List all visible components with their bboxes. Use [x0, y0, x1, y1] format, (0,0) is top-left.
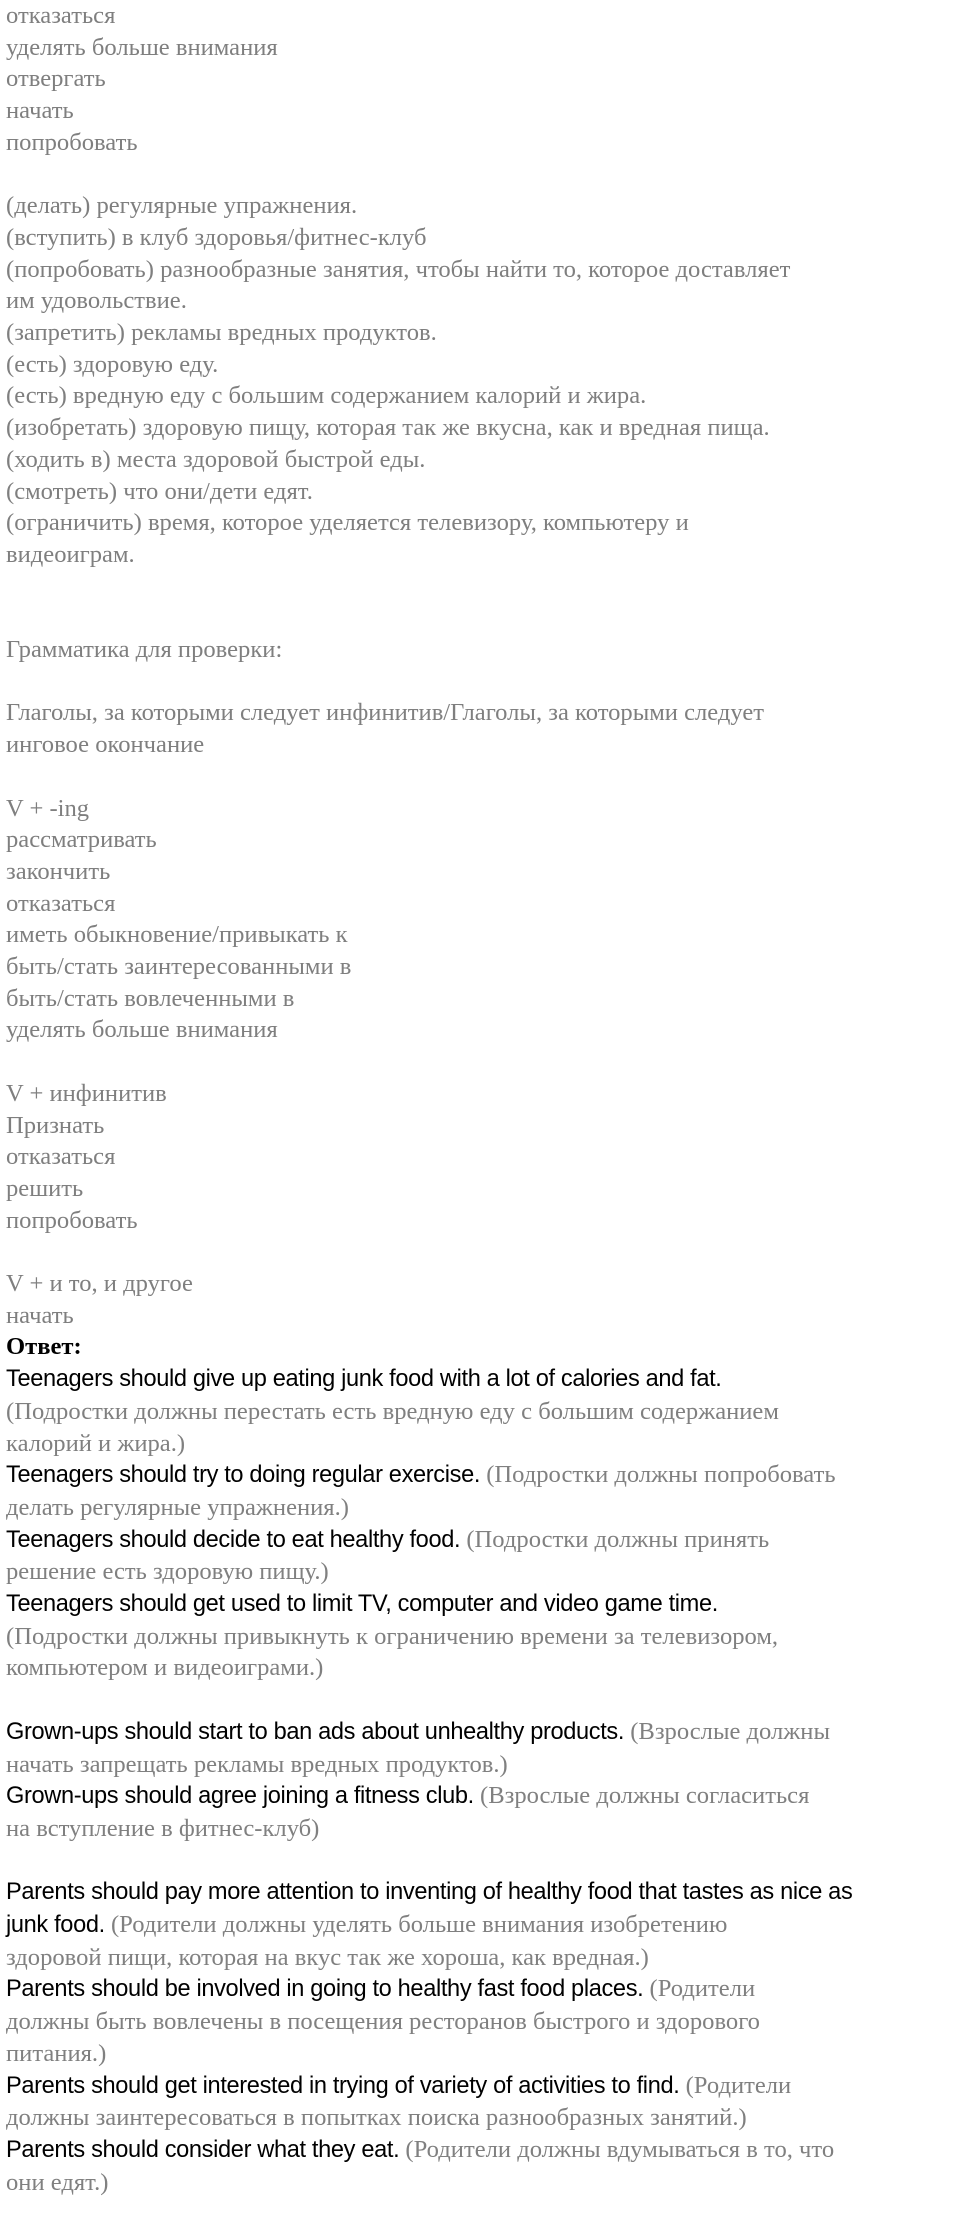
answer-line	[6, 1524, 954, 1557]
answer-line	[6, 1621, 954, 1653]
intro-word: отказаться	[6, 2, 116, 29]
answer-line	[6, 1749, 954, 1781]
answer-line	[6, 2134, 954, 2167]
answer-section	[6, 1331, 954, 2198]
answer-line	[6, 1813, 954, 1845]
answer-line	[6, 1876, 954, 1909]
intro-word-list	[6, 0, 954, 159]
answer-heading: Ответ:	[6, 1333, 82, 1361]
spacer	[6, 1684, 954, 1716]
infinitive-verb: отказаться	[6, 1143, 116, 1171]
answer-english: Teenagers should get used to limit TV, computer and video game time.	[6, 1591, 718, 1618]
answer-english: Grown-ups should start to ban ads about unhealthy products.	[6, 1718, 625, 1745]
answer-english: Parents should consider what they eat.	[6, 2136, 400, 2163]
spacer	[6, 571, 954, 603]
answer-translation: решение есть здоровую пищу.)	[6, 1558, 329, 1586]
spacer	[6, 1046, 954, 1078]
answer-translation: (Подростки должны принять	[460, 1525, 770, 1553]
action-line: (есть) здоровую еду.	[6, 350, 219, 378]
grammar-subtitle: инговое окончание	[6, 731, 205, 759]
ing-verb: быть/стать заинтересованными в	[6, 953, 352, 981]
both-heading: V + и то, и другое	[6, 1270, 193, 1298]
answer-line	[6, 1363, 954, 1396]
spacer	[6, 159, 954, 191]
ing-verb: иметь обыкновение/привыкать к	[6, 921, 348, 949]
answer-english: Parents should pay more attention to inventing of healthy food that tastes as nice as	[6, 1879, 853, 1906]
ing-verb: рассматривать	[6, 826, 157, 854]
answer-line	[6, 1973, 954, 2006]
ing-verb: отказаться	[6, 889, 116, 917]
action-line: (ограничить) время, которое уделяется телевизору, компьютеру и	[6, 509, 689, 537]
answer-translation: компьютером и видеоиграми.)	[6, 1654, 324, 1682]
ing-verb: уделять больше внимания	[6, 1016, 278, 1044]
answer-translation: (Родители	[679, 2071, 792, 2099]
grammar-title: Грамматика для проверки:	[6, 636, 283, 664]
grammar-subtitle: Глаголы, за которыми следует инфинитив/Глаголы, за которыми следует	[6, 699, 765, 727]
answer-line	[6, 2006, 954, 2038]
answer-translation: (Родители	[643, 1975, 756, 2003]
action-line: (ходить в) места здоровой быстрой еды.	[6, 445, 426, 473]
answer-translation: (Подростки должны привыкнуть к ограничению времени за телевизором,	[6, 1622, 779, 1650]
answer-translation: (Родители должны уделять больше внимания изобретению	[104, 1911, 728, 1939]
ing-verb: быть/стать вовлеченными в	[6, 984, 295, 1012]
intro-word: отвергать	[6, 65, 106, 93]
answer-translation: (Взрослые должны согласиться	[473, 1782, 810, 1810]
action-line: (есть) вредную еду с большим содержанием калорий и жира.	[6, 382, 647, 410]
answer-line	[6, 2070, 954, 2103]
answer-english: Teenagers should give up eating junk food with a lot of calories and fat.	[6, 1366, 722, 1393]
answer-line	[6, 1556, 954, 1588]
answer-line	[6, 1942, 954, 1974]
answer-english: Parents should be involved in going to healthy fast food places.	[6, 1976, 644, 2003]
action-list	[6, 190, 954, 570]
answer-translation: (Подростки должны перестать есть вредную еду с большим содержанием	[6, 1397, 779, 1425]
answer-english: Grown-ups should agree joining a fitness club.	[6, 1783, 474, 1810]
answer-line	[6, 1652, 954, 1684]
action-line: (изобретать) здоровую пищу, которая так же вкусна, как и вредная пища.	[6, 414, 770, 442]
answer-translation: калорий и жира.)	[6, 1429, 186, 1457]
intro-word: попробовать	[6, 128, 138, 156]
action-line: (вступить) в клуб здоровья/фитнес-клуб	[6, 223, 427, 251]
ing-verb: закончить	[6, 857, 111, 885]
answer-translation: должны заинтересоваться в попытках поиска разнообразных занятий.)	[6, 2104, 747, 2132]
answer-line	[6, 1716, 954, 1749]
spacer	[6, 602, 954, 634]
spacer	[6, 1845, 954, 1877]
answer-translation: должны быть вовлечены в посещения ресторанов быстрого и здорового	[6, 2008, 760, 2036]
ing-verb-group	[6, 793, 954, 1047]
answer-translation: делать регулярные упражнения.)	[6, 1493, 349, 1521]
intro-word: начать	[6, 97, 74, 125]
infinitive-verb: Признать	[6, 1111, 105, 1139]
answer-line	[6, 1588, 954, 1621]
answer-line	[6, 1428, 954, 1460]
answer-translation: (Взрослые должны	[624, 1717, 830, 1745]
action-line: (смотреть) что они/дети едят.	[6, 477, 313, 505]
answer-translation: на вступление в фитнес-клуб)	[6, 1814, 320, 1842]
answer-line	[6, 1780, 954, 1813]
answer-line	[6, 2167, 954, 2199]
spacer	[6, 666, 954, 698]
answer-line	[6, 1492, 954, 1524]
answer-translation: питания.)	[6, 2039, 107, 2067]
ing-heading: V + -ing	[6, 794, 90, 822]
answer-translation: они едят.)	[6, 2168, 109, 2196]
answer-english: Parents should get interested in trying of variety of activities to find.	[6, 2072, 680, 2099]
action-line: видеоиграм.	[6, 540, 135, 568]
answer-translation: здоровой пищи, которая на вкус так же хороша, как вредная.)	[6, 1943, 649, 1971]
spacer	[6, 761, 954, 793]
both-verb-group	[6, 1268, 954, 1331]
infinitive-verb: попробовать	[6, 1206, 138, 1234]
action-line: (делать) регулярные упражнения.	[6, 192, 358, 220]
answer-line	[6, 1396, 954, 1428]
grammar-section	[6, 634, 954, 1331]
action-line: (попробовать) разнообразные занятия, чтобы найти то, которое доставляет	[6, 255, 791, 283]
answer-english: Teenagers should try to doing regular exercise.	[6, 1462, 481, 1489]
answer-translation: (Подростки должны попробовать	[480, 1461, 836, 1489]
answer-line	[6, 2102, 954, 2134]
infinitive-verb: решить	[6, 1174, 84, 1202]
answer-translation: (Родители должны вдумываться в то, что	[399, 2135, 835, 2163]
intro-word: уделять больше внимания	[6, 33, 278, 61]
spacer	[6, 1236, 954, 1268]
answer-line	[6, 1909, 954, 1942]
both-verb: начать	[6, 1301, 74, 1329]
answer-english: junk food.	[6, 1912, 105, 1939]
action-line: (запретить) рекламы вредных продуктов.	[6, 319, 437, 347]
document-body	[6, 0, 954, 2198]
infinitive-verb-group	[6, 1078, 954, 1237]
answer-line	[6, 2038, 954, 2070]
answer-line	[6, 1459, 954, 1492]
answer-translation: начать запрещать рекламы вредных продуктов.)	[6, 1750, 508, 1778]
answer-english: Teenagers should decide to eat healthy food.	[6, 1526, 461, 1553]
infinitive-heading: V + инфинитив	[6, 1079, 167, 1107]
action-line: им удовольствие.	[6, 287, 187, 315]
